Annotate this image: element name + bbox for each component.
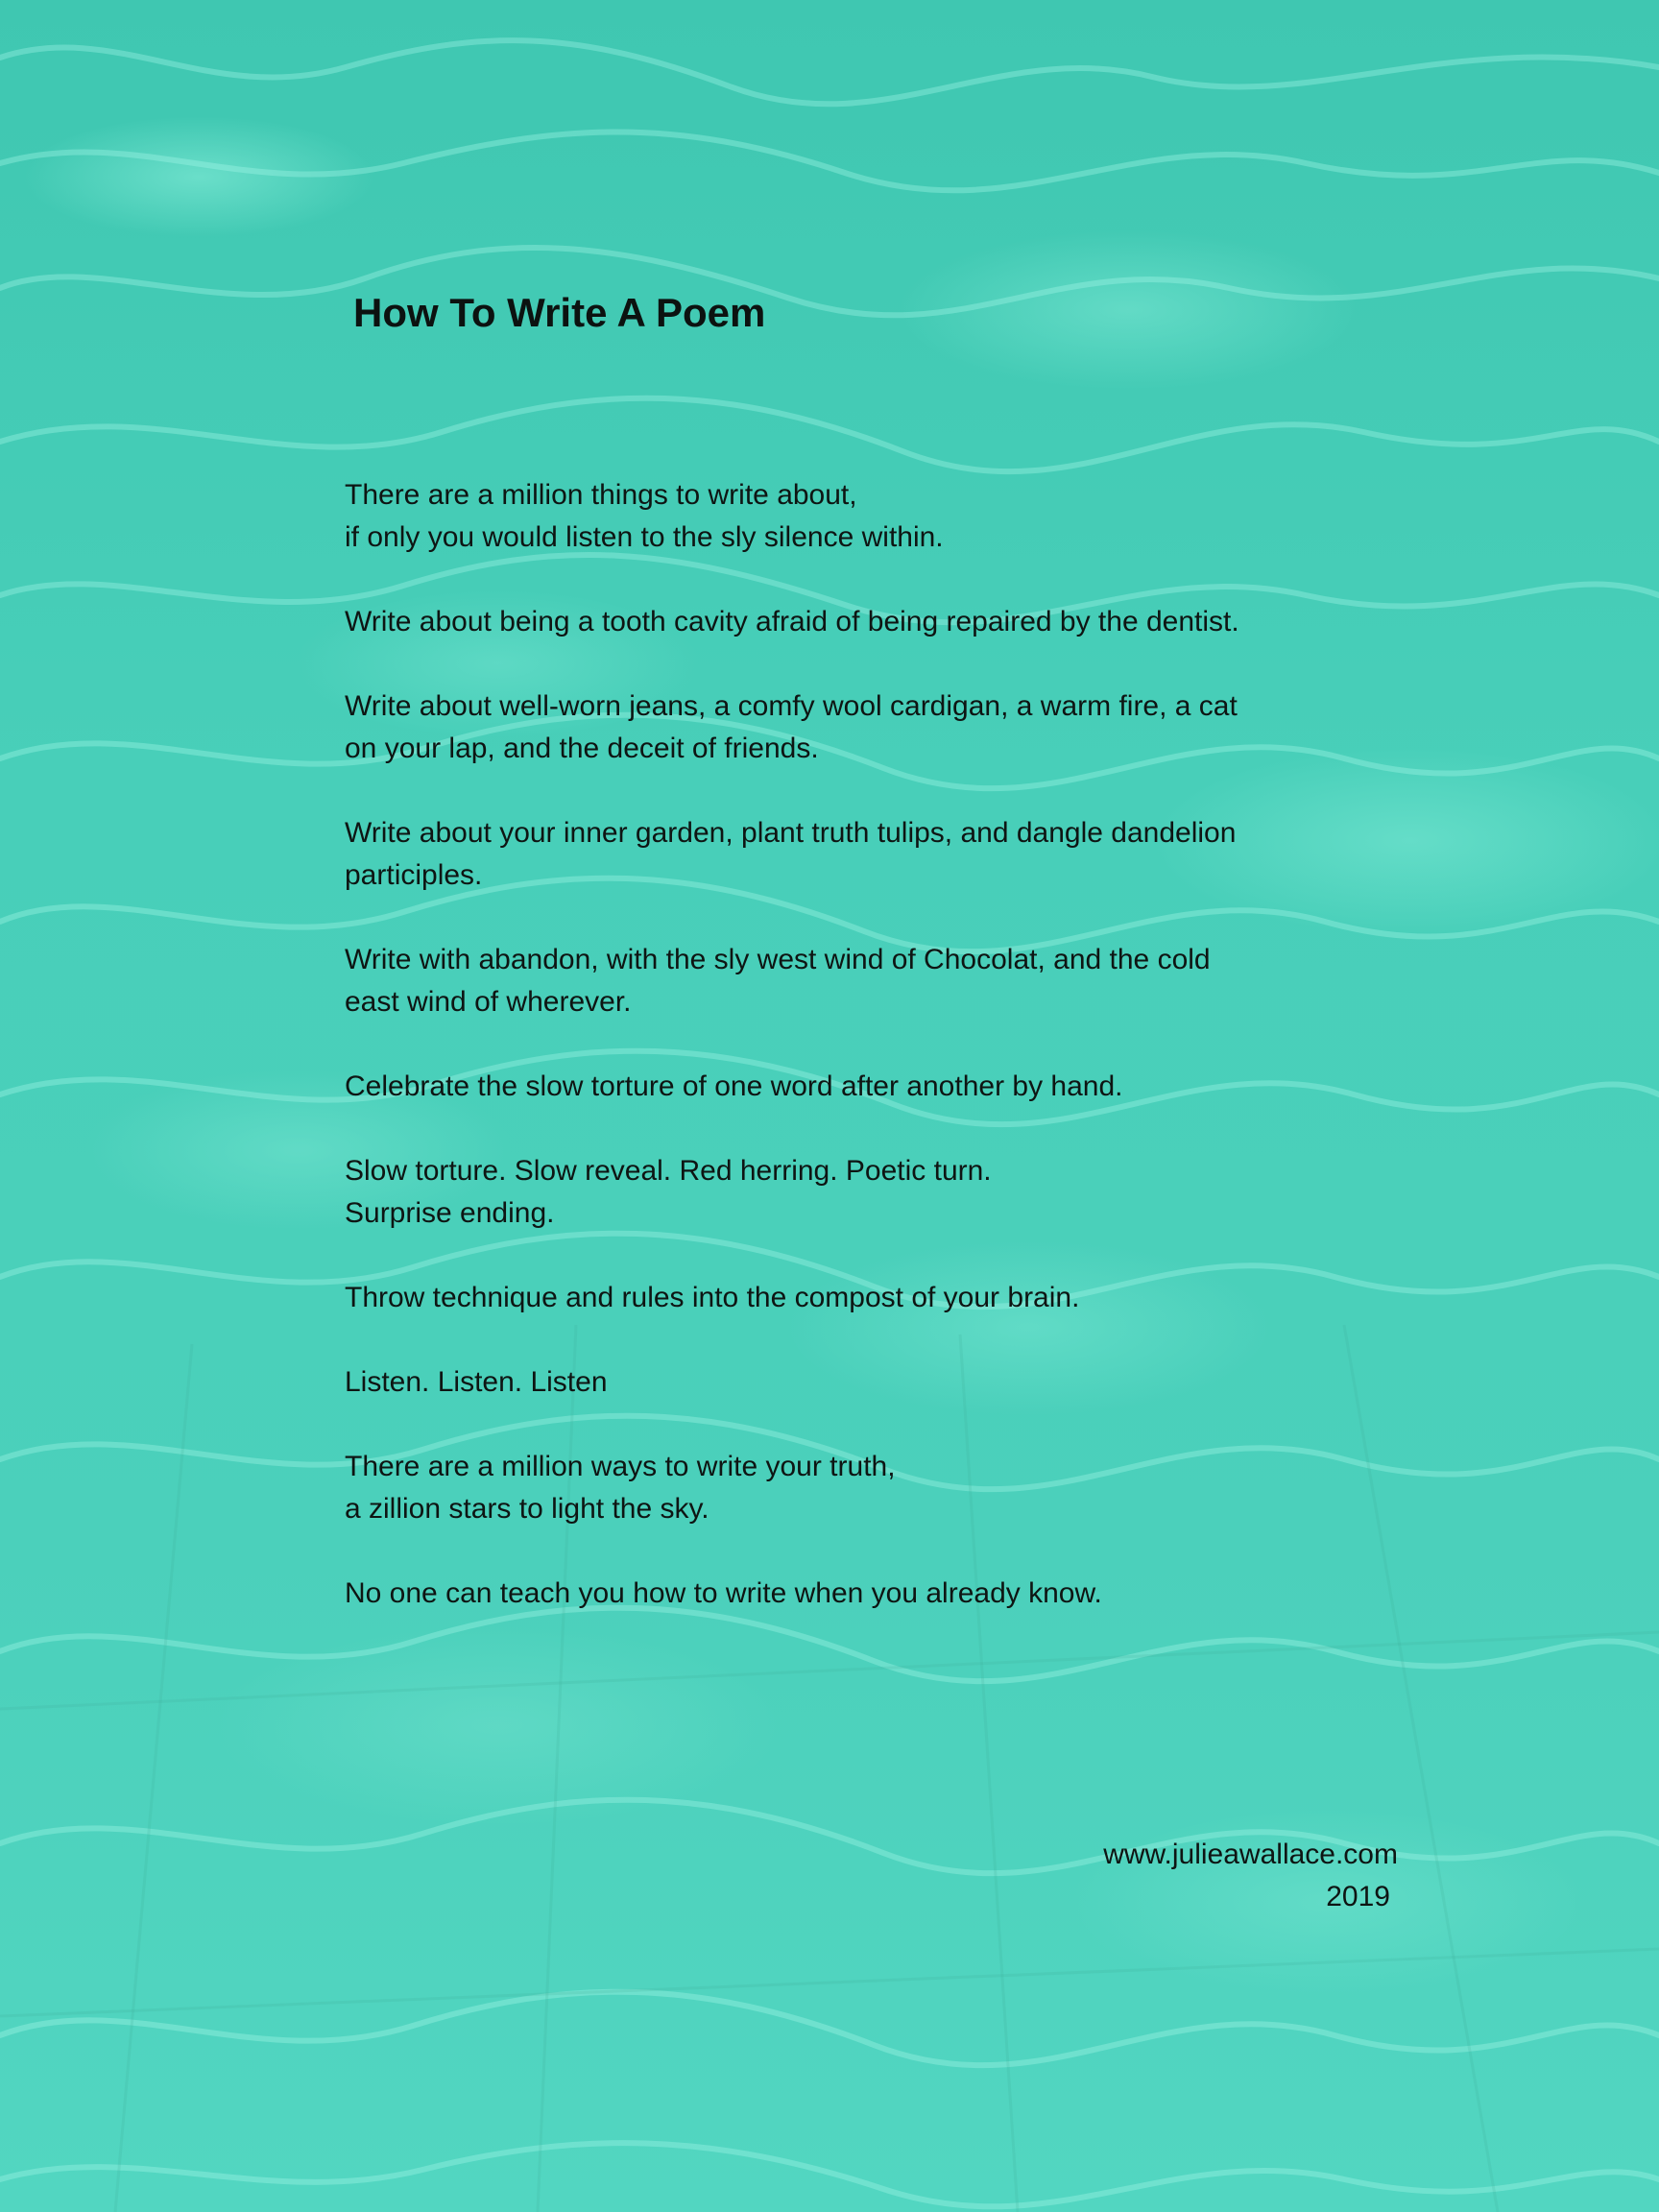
poem-line: Write about your inner garden, plant truth tulips, and dangle dandelion	[345, 817, 1237, 849]
poem-line: Slow torture. Slow reveal. Red herring. Poetic turn.	[345, 1155, 992, 1187]
poem-line: Write about well-worn jeans, a comfy wool cardigan, a warm fire, a cat	[345, 690, 1238, 722]
poem-body	[345, 474, 1314, 1657]
stanza	[345, 1150, 1314, 1235]
poem-line: a zillion stars to light the sky.	[345, 1493, 709, 1525]
poem-line: No one can teach you how to write when you already know.	[345, 1577, 1102, 1609]
stanza	[345, 812, 1314, 897]
poem-line: participles.	[345, 859, 483, 891]
stanza	[345, 1066, 1314, 1108]
poem-line: Write about being a tooth cavity afraid of being repaired by the dentist.	[345, 606, 1239, 637]
stanza	[345, 685, 1314, 770]
stanza	[345, 1361, 1314, 1404]
stanza	[345, 1573, 1314, 1615]
poem-line: Throw technique and rules into the compost of your brain.	[345, 1282, 1080, 1313]
stanza	[345, 1277, 1314, 1319]
poem-line: Listen. Listen. Listen	[345, 1366, 608, 1398]
poem-line: if only you would listen to the sly silence within.	[345, 521, 944, 553]
poem-line: There are a million things to write about,	[345, 479, 857, 511]
stanza	[345, 601, 1314, 643]
signature	[1103, 1834, 1398, 1918]
stanza	[345, 474, 1314, 559]
poem-line: on your lap, and the deceit of friends.	[345, 733, 819, 764]
poem-line: Celebrate the slow torture of one word after another by hand.	[345, 1070, 1123, 1102]
website-text: www.julieawallace.com	[1103, 1839, 1398, 1870]
poem-line: east wind of wherever.	[345, 986, 632, 1018]
poem-line: There are a million ways to write your truth,	[345, 1451, 896, 1482]
year-text: 2019	[1326, 1881, 1390, 1912]
poem-line: Write with abandon, with the sly west wind of Chocolat, and the cold	[345, 944, 1211, 975]
poem-title: How To Write A Poem	[353, 290, 766, 335]
poem-line: Surprise ending.	[345, 1197, 555, 1229]
stanza	[345, 939, 1314, 1023]
stanza	[345, 1446, 1314, 1530]
